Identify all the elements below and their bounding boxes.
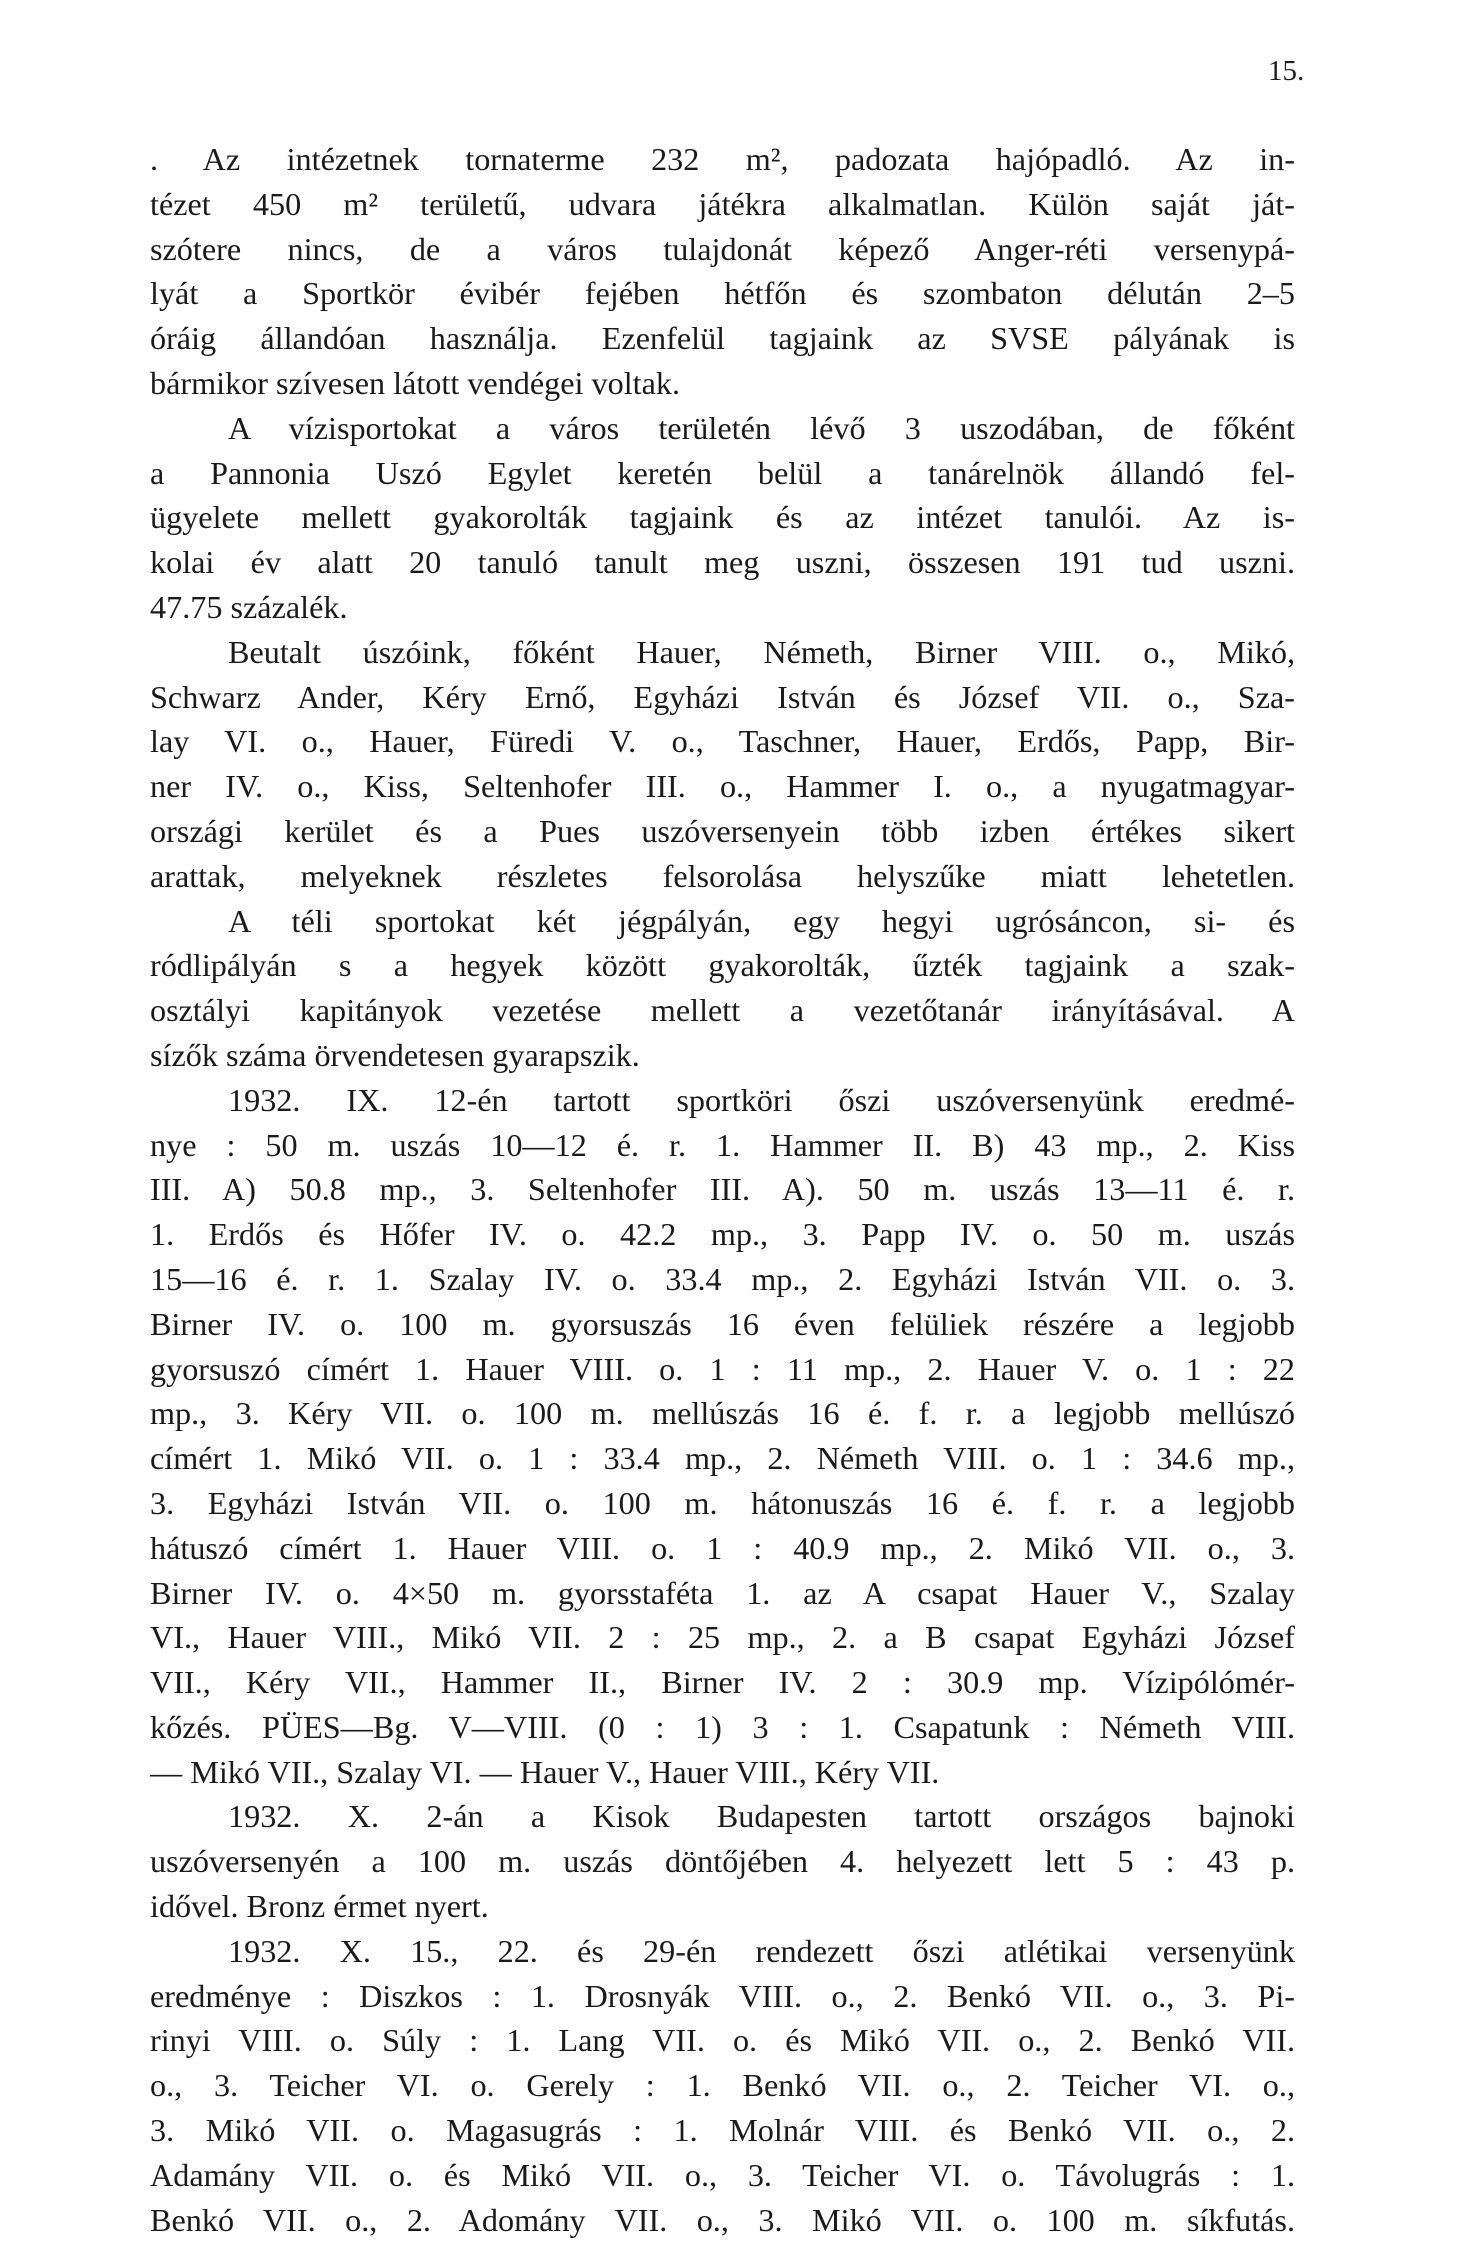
text-line: A téli sportokat két jégpályán, egy hegyi ugrósáncon, si- és: [228, 902, 1295, 939]
text-line: VII., Kéry VII., Hammer II., Birner IV. 2 : 30.9 mp. Vízipólómér-: [150, 1664, 1295, 1701]
text-line: 15—16 é. r. 1. Szalay IV. o. 33.4 mp., 2. Egyházi István VII. o. 3.: [150, 1260, 1295, 1297]
text-line: lyát a Sportkör évibér fejében hétfőn és szombaton délután 2–5: [150, 275, 1295, 312]
text-line: nye : 50 m. uszás 10—12 é. r. 1. Hammer II. B) 43 mp., 2. Kiss: [150, 1126, 1295, 1163]
text-line: uszóversenyén a 100 m. uszás döntőjében 4. helyezett lett 5 : 43 p.: [150, 1843, 1295, 1880]
text-line: óráig állandóan használja. Ezenfelül tagjaink az SVSE pályának is: [150, 320, 1295, 357]
text-line: 3. Mikó VII. o. Magasugrás : 1. Molnár VIII. és Benkó VII. o., 2.: [150, 2112, 1295, 2149]
text-line: Birner IV. o. 100 m. gyorsuszás 16 éven felüliek részére a legjobb: [150, 1305, 1295, 1342]
text-line: . Az intézetnek tornaterme 232 m², padozata hajópadló. Az in-: [150, 141, 1295, 177]
text-line: 1932. IX. 12-én tartott sportköri őszi uszóversenyünk eredmé-: [228, 1081, 1295, 1118]
text-line: tézet 450 m² területű, udvara játékra alkalmatlan. Külön saját ját-: [150, 185, 1295, 222]
text-line: lay VI. o., Hauer, Füredi V. o., Taschner, Hauer, Erdős, Papp, Bir-: [150, 723, 1295, 760]
text-line: Benkó VII. o., 2. Adomány VII. o., 3. Mikó VII. o. 100 m. síkfutás.: [150, 2201, 1295, 2238]
text-line: Birner IV. o. 4×50 m. gyorsstaféta 1. az A csapat Hauer V., Szalay: [150, 1574, 1295, 1611]
body-text: [150, 137, 1295, 2242]
text-line: idővel. Bronz érmet nyert.: [150, 1888, 489, 1925]
text-line: Schwarz Ander, Kéry Ernő, Egyházi István és József VII. o., Sza-: [150, 678, 1295, 715]
text-line: eredménye : Diszkos : 1. Drosnyák VIII. o., 2. Benkó VII. o., 3. Pi-: [150, 1977, 1295, 2014]
text-line: rinyi VIII. o. Súly : 1. Lang VII. o. és Mikó VII. o., 2. Benkó VII.: [150, 2022, 1295, 2059]
text-line: 1932. X. 2-án a Kisok Budapesten tartott országos bajnoki: [228, 1798, 1295, 1835]
text-line: 47.75 százalék.: [150, 588, 348, 625]
text-line: o., 3. Teicher VI. o. Gerely : 1. Benkó VII. o., 2. Teicher VI. o.,: [150, 2067, 1295, 2104]
text-line: szótere nincs, de a város tulajdonát képező Anger-réti versenypá-: [150, 230, 1295, 267]
text-line: mp., 3. Kéry VII. o. 100 m. mellúszás 16 é. f. r. a legjobb mellúszó: [150, 1395, 1295, 1432]
text-line: kolai év alatt 20 tanuló tanult meg uszni, összesen 191 tud uszni.: [150, 544, 1295, 581]
text-line: — Mikó VII., Szalay VI. — Hauer V., Hauer VIII., Kéry VII.: [150, 1753, 940, 1790]
text-line: ródlipályán s a hegyek között gyakorolták, űzték tagjaink a szak-: [150, 947, 1295, 984]
text-line: bármikor szívesen látott vendégei voltak.: [150, 364, 681, 401]
text-line: arattak, melyeknek részletes felsorolása helyszűke miatt lehetetlen.: [150, 857, 1295, 894]
text-line: a Pannonia Uszó Egylet keretén belül a tanárelnök állandó fel-: [150, 454, 1295, 491]
text-line: ügyelete mellett gyakorolták tagjaink és az intézet tanulói. Az is-: [150, 499, 1295, 536]
text-line: VI., Hauer VIII., Mikó VII. 2 : 25 mp., 2. a B csapat Egyházi József: [150, 1619, 1295, 1656]
text-line: 1. Erdős és Hőfer IV. o. 42.2 mp., 3. Papp IV. o. 50 m. uszás: [150, 1216, 1295, 1253]
text-line: címért 1. Mikó VII. o. 1 : 33.4 mp., 2. Németh VIII. o. 1 : 34.6 mp.,: [150, 1440, 1295, 1477]
text-line: hátuszó címért 1. Hauer VIII. o. 1 : 40.9 mp., 2. Mikó VII. o., 3.: [150, 1529, 1295, 1566]
text-line: Adamány VII. o. és Mikó VII. o., 3. Teicher VI. o. Távolugrás : 1.: [150, 2156, 1295, 2193]
text-line: sízők száma örvendetesen gyarapszik.: [150, 1036, 640, 1073]
page-number: 15.: [1268, 55, 1305, 87]
text-line: 1932. X. 15., 22. és 29-én rendezett őszi atlétikai versenyünk: [228, 1932, 1295, 1969]
text-line: országi kerület és a Pues uszóversenyein több izben értékes sikert: [150, 812, 1295, 849]
text-line: Beutalt úszóink, főként Hauer, Németh, Birner VIII. o., Mikó,: [228, 633, 1295, 670]
text-line: kőzés. PÜES—Bg. V—VIII. (0 : 1) 3 : 1. Csapatunk : Németh VIII.: [150, 1708, 1295, 1745]
text-line: osztályi kapitányok vezetése mellett a vezetőtanár irányításával. A: [150, 992, 1295, 1029]
text-line: ner IV. o., Kiss, Seltenhofer III. o., Hammer I. o., a nyugatmagyar-: [150, 768, 1295, 805]
text-line: 3. Egyházi István VII. o. 100 m. hátonuszás 16 é. f. r. a legjobb: [150, 1484, 1295, 1521]
text-line: III. A) 50.8 mp., 3. Seltenhofer III. A). 50 m. uszás 13—11 é. r.: [150, 1171, 1295, 1208]
text-line: gyorsuszó címért 1. Hauer VIII. o. 1 : 11 mp., 2. Hauer V. o. 1 : 22: [150, 1350, 1295, 1387]
text-line: A vízisportokat a város területén lévő 3 uszodában, de főként: [228, 409, 1295, 446]
